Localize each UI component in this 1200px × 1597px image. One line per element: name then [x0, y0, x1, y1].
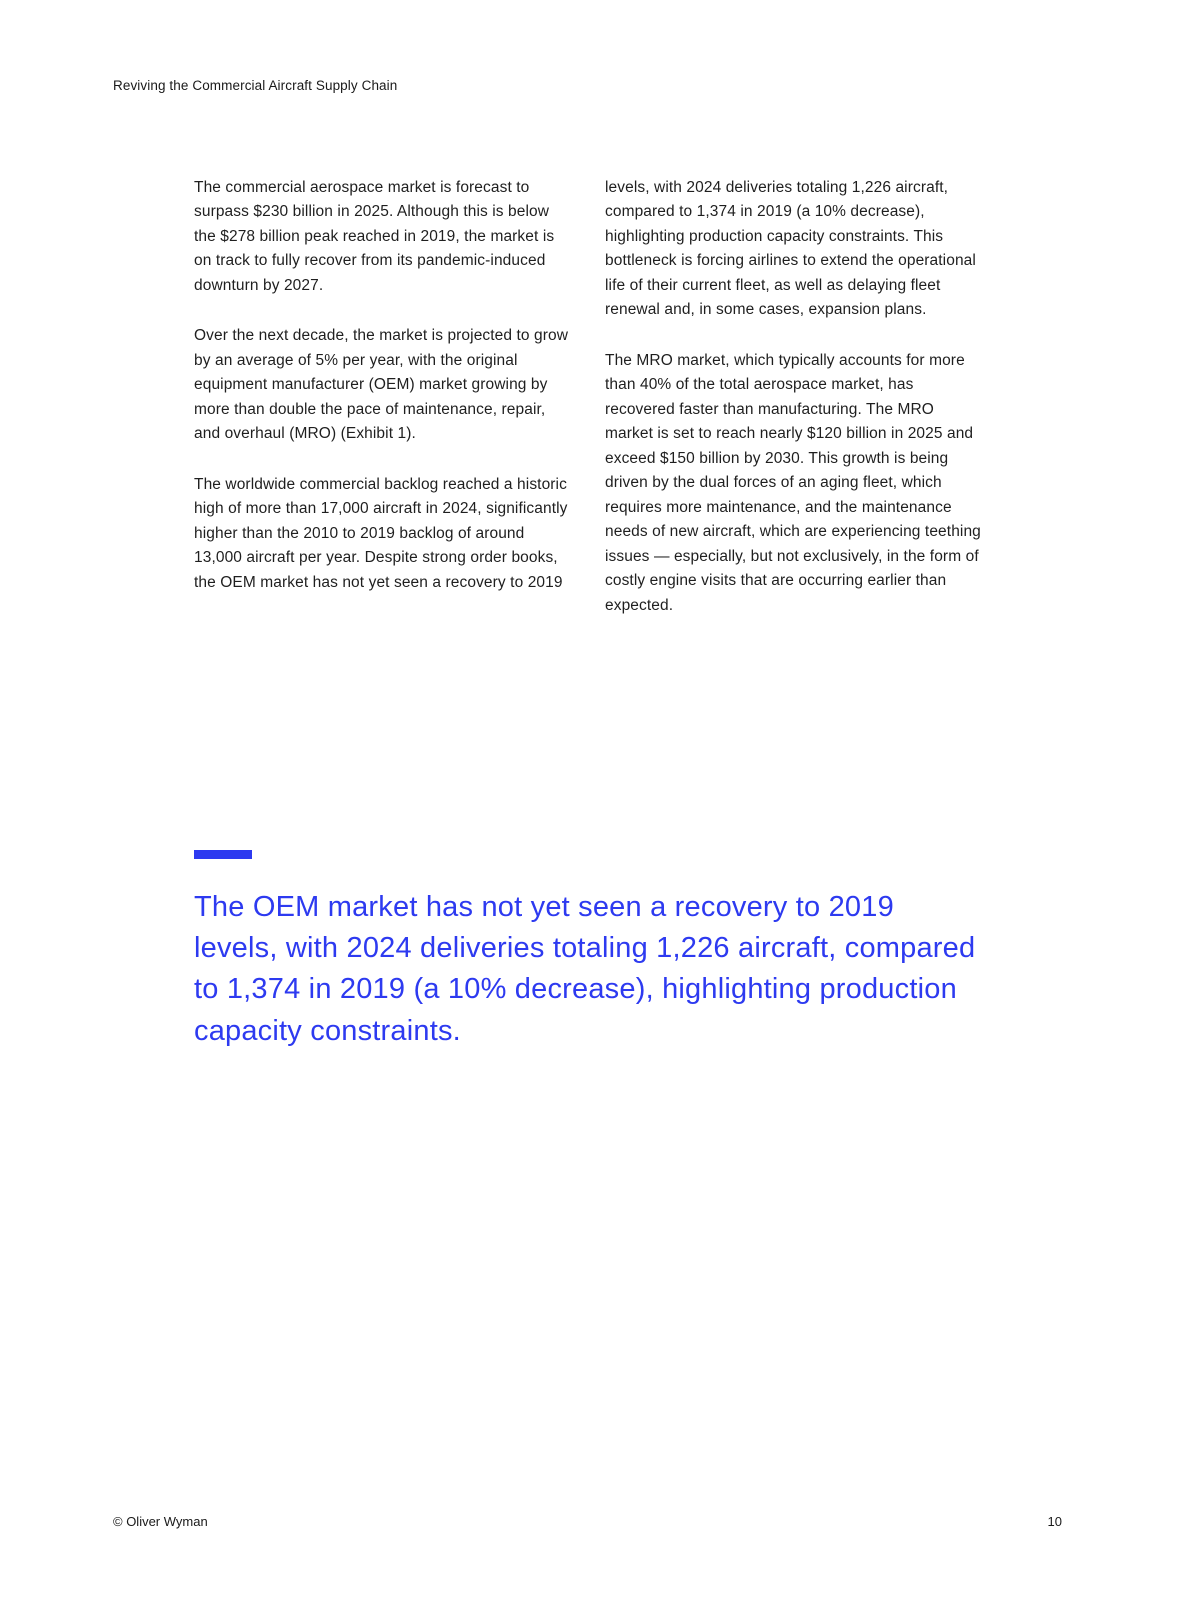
accent-dash	[194, 850, 252, 859]
paragraph: levels, with 2024 deliveries totaling 1,226 aircraft, compared to 1,374 in 2019 (a 10% decrease), highlighting production capacity constraints. This bottleneck is forcing airlines to extend the operational life of their current fleet, as well as delaying fleet renewal and, in some cases, expansion plans.	[605, 179, 976, 319]
running-header-title: Reviving the Commercial Aircraft Supply Chain	[113, 78, 398, 93]
footer-page-number: 10	[1047, 1514, 1062, 1529]
pull-quote-block	[194, 850, 984, 1052]
paragraph: The worldwide commercial backlog reached a historic high of more than 17,000 aircraft in 2024, significantly higher than the 2010 to 2019 backlog of around 13,000 aircraft per year. Despite strong order books, the OEM market has not yet seen a recovery to 2019	[194, 475, 568, 591]
paragraph: Over the next decade, the market is projected to grow by an average of 5% per year, with the original equipment manufacturer (OEM) market growing by more than double the pace of maintenance, repair, and overhaul (MRO) (Exhibit 1).	[194, 327, 569, 443]
footer-copyright: © Oliver Wyman	[113, 1514, 208, 1529]
paragraph: The commercial aerospace market is forecast to surpass $230 billion in 2025. Although this is below the $278 billion peak reached in 2019, the market is on track to fully recover from its pandemic-induced downturn by 2027.	[194, 179, 555, 294]
right-column	[605, 176, 986, 644]
paragraph: The MRO market, which typically accounts for more than 40% of the total aerospace market, has recovered faster than manufacturing. The MRO market is set to reach nearly $120 billion in 2025 and exceed $150 billion by 2030. This growth is being driven by the dual forces of an aging fleet, which requires more maintenance, and the maintenance needs of new aircraft, which are experiencing teething issues — especially, but not exclusively, in the form of costly engine visits that are occurring earlier than expected.	[605, 351, 981, 614]
left-column	[194, 176, 575, 644]
body-columns	[194, 176, 986, 644]
pull-quote-text: The OEM market has not yet seen a recovery to 2019 levels, with 2024 deliveries totaling 1,226 aircraft, compared to 1,374 in 2019 (a 10% decrease), highlighting production capacity constraints.	[194, 891, 976, 1047]
